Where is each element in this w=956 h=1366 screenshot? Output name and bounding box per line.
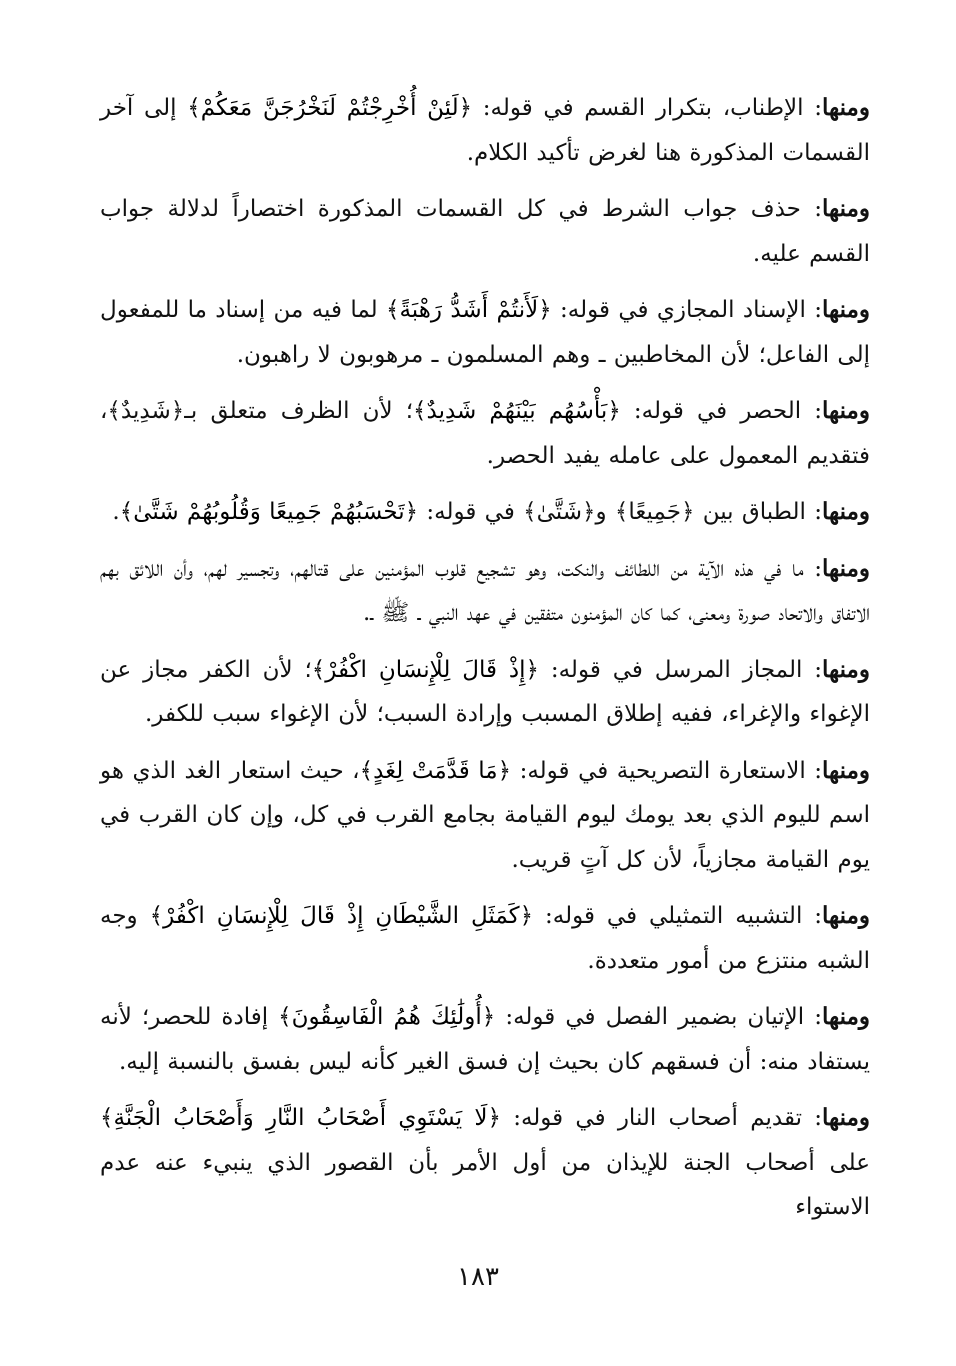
paragraph — [100, 547, 870, 636]
paragraph-lead: ومنها — [822, 902, 871, 929]
quran-verse: ﴿لَئِنْ أُخْرِجْتُمْ لَنَخْرُجَنَّ مَعَكُمْ﴾ — [187, 95, 473, 121]
paragraph-text: لما فيه من إسناد ما للمفعول إلى الفاعل؛ لأن المخاطبين ـ وهم المسلمون ـ مرهوبون لا راهبون. — [100, 297, 870, 368]
paragraph-text: ؛ لأن الكفر مجاز عن الإغواء والإغراء، ففيه إطلاق المسبب وإرادة السبب؛ لأن الإغواء سبب للكفر. — [100, 656, 870, 727]
page-body — [100, 86, 870, 1266]
paragraph-text: : تقديم أصحاب النار في قوله: — [500, 1105, 823, 1131]
paragraph — [100, 490, 870, 535]
quran-verse: ﴿بَأْسُهُم بَيْنَهُمْ شَدِيدٌ﴾ — [413, 398, 621, 424]
quran-verse: ﴿لَا يَسْتَوِي أَصْحَابُ النَّارِ وَأَصْحَابُ الْجَنَّةِ﴾ — [100, 1105, 501, 1131]
paragraph — [100, 995, 870, 1084]
paragraph-lead: ومنها — [822, 1104, 870, 1131]
quran-verse: ﴿إِذْ قَالَ لِلْإِنسَانِ اكْفُرْ﴾ — [311, 656, 539, 683]
quran-verse: ﴿تَحْسَبُهُمْ جَمِيعًا وَقُلُوبُهُمْ شَتَّىٰ﴾ — [119, 499, 419, 525]
paragraph-lead: ومنها — [822, 756, 870, 784]
paragraph-text: : الإسناد المجازي في قوله: — [551, 297, 823, 323]
paragraph-text: : المجاز المرسل في قوله: — [538, 656, 822, 683]
paragraph — [100, 749, 870, 883]
paragraph-text: : ما في هذه الآية من اللطائف والنكت، وهو تشجيع قلوب المؤمنين على قتالهم، وتجسير لهم، وأن اللائق بهم الاتفاق والاتحاد صورة ومعنى، كما كان المؤمنون متفقين في عهد النبي ـ ﷺ ـ. — [100, 555, 870, 626]
paragraph-text: : الإطناب، بتكرار القسم في قوله: — [472, 95, 822, 121]
paragraph-lead: ومنها — [822, 655, 870, 683]
paragraph-text: : الحصر في قوله: — [620, 398, 822, 424]
paragraph-text: : الإتيان بضمير الفصل في قوله: — [495, 1004, 823, 1030]
quran-verse: ﴿أُولَٰئِكَ هُمُ الْفَاسِقُونَ﴾ — [278, 1004, 496, 1030]
paragraph — [100, 389, 870, 478]
quran-verse: ﴿مَا قَدَّمَتْ لِغَدٍ﴾ — [359, 757, 512, 784]
paragraph-text: إفادة للحصر؛ لأنه يستفاد منه: أن فسقهم كان بحيث إن فسق الغير كأنه ليس بفسق بالنسبة إليه. — [100, 1004, 870, 1075]
paragraph — [100, 1096, 870, 1230]
paragraph-lead: ومنها — [821, 397, 870, 424]
quran-verse: ﴿كَمَثَلِ الشَّيْطَانِ إِذْ قَالَ لِلْإِنسَانِ اكْفُرْ﴾ — [149, 903, 534, 929]
page-number: ١٨٣ — [457, 1262, 499, 1292]
paragraph-lead: ومنها — [822, 94, 870, 121]
paragraph — [100, 288, 870, 377]
paragraph — [100, 894, 870, 983]
paragraph-text: : حذف جواب الشرط في كل القسمات المذكورة اختصاراً لدلالة جواب القسم عليه. — [100, 196, 870, 267]
paragraph-text: إلى آخر القسمات المذكورة هنا لغرض تأكيد الكلام. — [100, 95, 870, 166]
paragraph-lead: ومنها — [822, 296, 870, 323]
paragraph-text: ؛ لأن الظرف متعلق بـ﴿شَدِيدٌ﴾، فتقديم المعمول على عامله يفيد الحصر. — [100, 398, 870, 469]
paragraph-text: . — [112, 499, 120, 525]
paragraph-lead: ومنها — [822, 498, 870, 525]
paragraph-text: ، حيث استعار الغد الذي هو اسم لليوم الذي بعد يومك ليوم القيامة بجامع القرب في كل، وإن كان القرب في يوم القيامة مجازياً، لأن كل آتٍ قريب. — [100, 757, 870, 873]
paragraph-text: : الطباق بين ﴿جَمِيعًا﴾ و﴿شَتَّىٰ﴾ في قوله: — [418, 499, 823, 525]
paragraph-text: : التشبيه التمثيلي في قوله: — [533, 903, 823, 929]
paragraph-text: وجه الشبه منتزع من أمور متعددة. — [100, 903, 870, 974]
paragraph — [100, 187, 870, 276]
paragraph-lead: ومنها — [822, 1003, 870, 1030]
paragraph-text: على أصحاب الجنة للإيذان من أول الأمر بأن القصور الذي ينبيء عنه عدم الاستواء — [100, 1149, 870, 1220]
quran-verse: ﴿لَأَنتُمْ أَشَدُّ رَهْبَةً﴾ — [386, 297, 552, 323]
paragraph — [100, 648, 870, 737]
paragraph-text: : الاستعارة التصريحية في قوله: — [511, 757, 823, 784]
paragraph — [100, 86, 870, 175]
paragraph-lead: ومنها — [822, 554, 870, 582]
paragraph-lead: ومنها — [822, 195, 870, 222]
